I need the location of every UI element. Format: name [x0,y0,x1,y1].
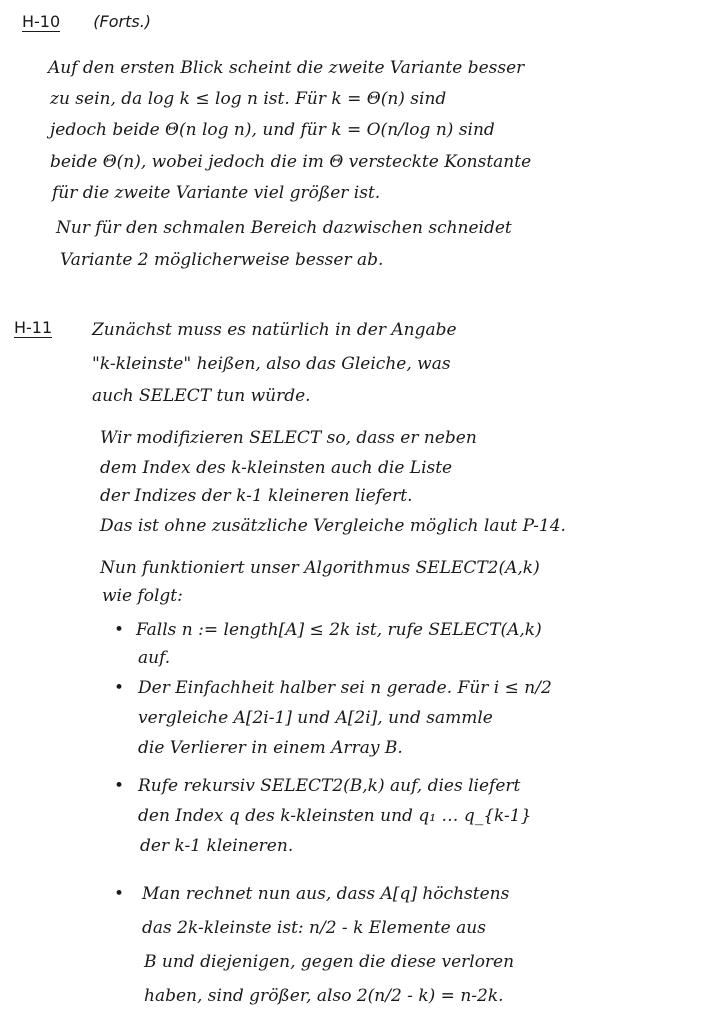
bullet-3-line-2: den Index q des k-kleinsten und q₁ … q_{k-1} [138,806,532,826]
h11-para2-line-3: der Indizes der k-1 kleineren liefert. [100,486,413,506]
h10-line-1: Auf den ersten Blick scheint die zweite Variante besser [48,58,525,78]
h11-para2-line-4: Das ist ohne zusätzliche Vergleiche möglich laut P-14. [100,516,566,536]
h11-intro-line-1: Zunächst muss es natürlich in der Angabe [92,320,457,340]
bullet-2-marker: • [114,678,125,698]
h10-line-7: Variante 2 möglicherweise besser ab. [60,250,384,270]
h10-continued: (Forts.) [93,12,152,31]
bullet-4-line-1: Man rechnet nun aus, dass A[q] höchstens [142,884,510,904]
h11-intro-line-2: "k-kleinste" heißen, also das Gleiche, was [92,354,451,374]
h10-line-4: beide Θ(n), wobei jedoch die im Θ versteckte Konstante [50,152,532,172]
bullet-3-marker: • [114,776,125,796]
h11-para2-line-2: dem Index des k-kleinsten auch die Liste [100,458,453,478]
section-label-h10 [22,12,151,31]
bullet-4-line-3: B und diejenigen, gegen die diese verloren [144,952,515,972]
bullet-1-line-2: auf. [138,648,171,668]
h10-label: H-10 [22,12,61,31]
h11-para3-line-1: Nun funktioniert unser Algorithmus SELECT2(A,k) [100,558,540,578]
bullet-2-line-2: vergleiche A[2i-1] und A[2i], und sammle [138,708,493,728]
h10-line-3: jedoch beide Θ(n log n), und für k = O(n/log n) sind [50,120,495,140]
bullet-2-line-3: die Verlierer in einem Array B. [138,738,403,758]
bullet-3-line-1: Rufe rekursiv SELECT2(B,k) auf, dies liefert [138,776,521,796]
bullet-1-line-1: Falls n := length[A] ≤ 2k ist, rufe SELECT(A,k) [136,620,542,640]
h10-line-2: zu sein, da log k ≤ log n ist. Für k = Θ(n) sind [50,89,447,109]
bullet-4-marker: • [114,884,125,904]
section-label-h11 [14,318,52,337]
bullet-2-line-1: Der Einfachheit halber sei n gerade. Für i ≤ n/2 [138,678,552,698]
bullet-1-marker: • [114,620,125,640]
h10-line-6: Nur für den schmalen Bereich dazwischen schneidet [56,218,512,238]
h10-line-5: für die zweite Variante viel größer ist. [52,183,381,203]
bullet-4-line-4: haben, sind größer, also 2(n/2 - k) = n-2k. [144,986,504,1006]
bullet-4-line-2: das 2k-kleinste ist: n/2 - k Elemente aus [142,918,486,938]
h11-para2-line-1: Wir modifizieren SELECT so, dass er neben [100,428,477,448]
h11-para3-line-2: wie folgt: [102,586,183,606]
h11-label: H-11 [14,318,53,337]
bullet-3-line-3: der k-1 kleineren. [140,836,294,856]
h11-intro-line-3: auch SELECT tun würde. [92,386,311,406]
